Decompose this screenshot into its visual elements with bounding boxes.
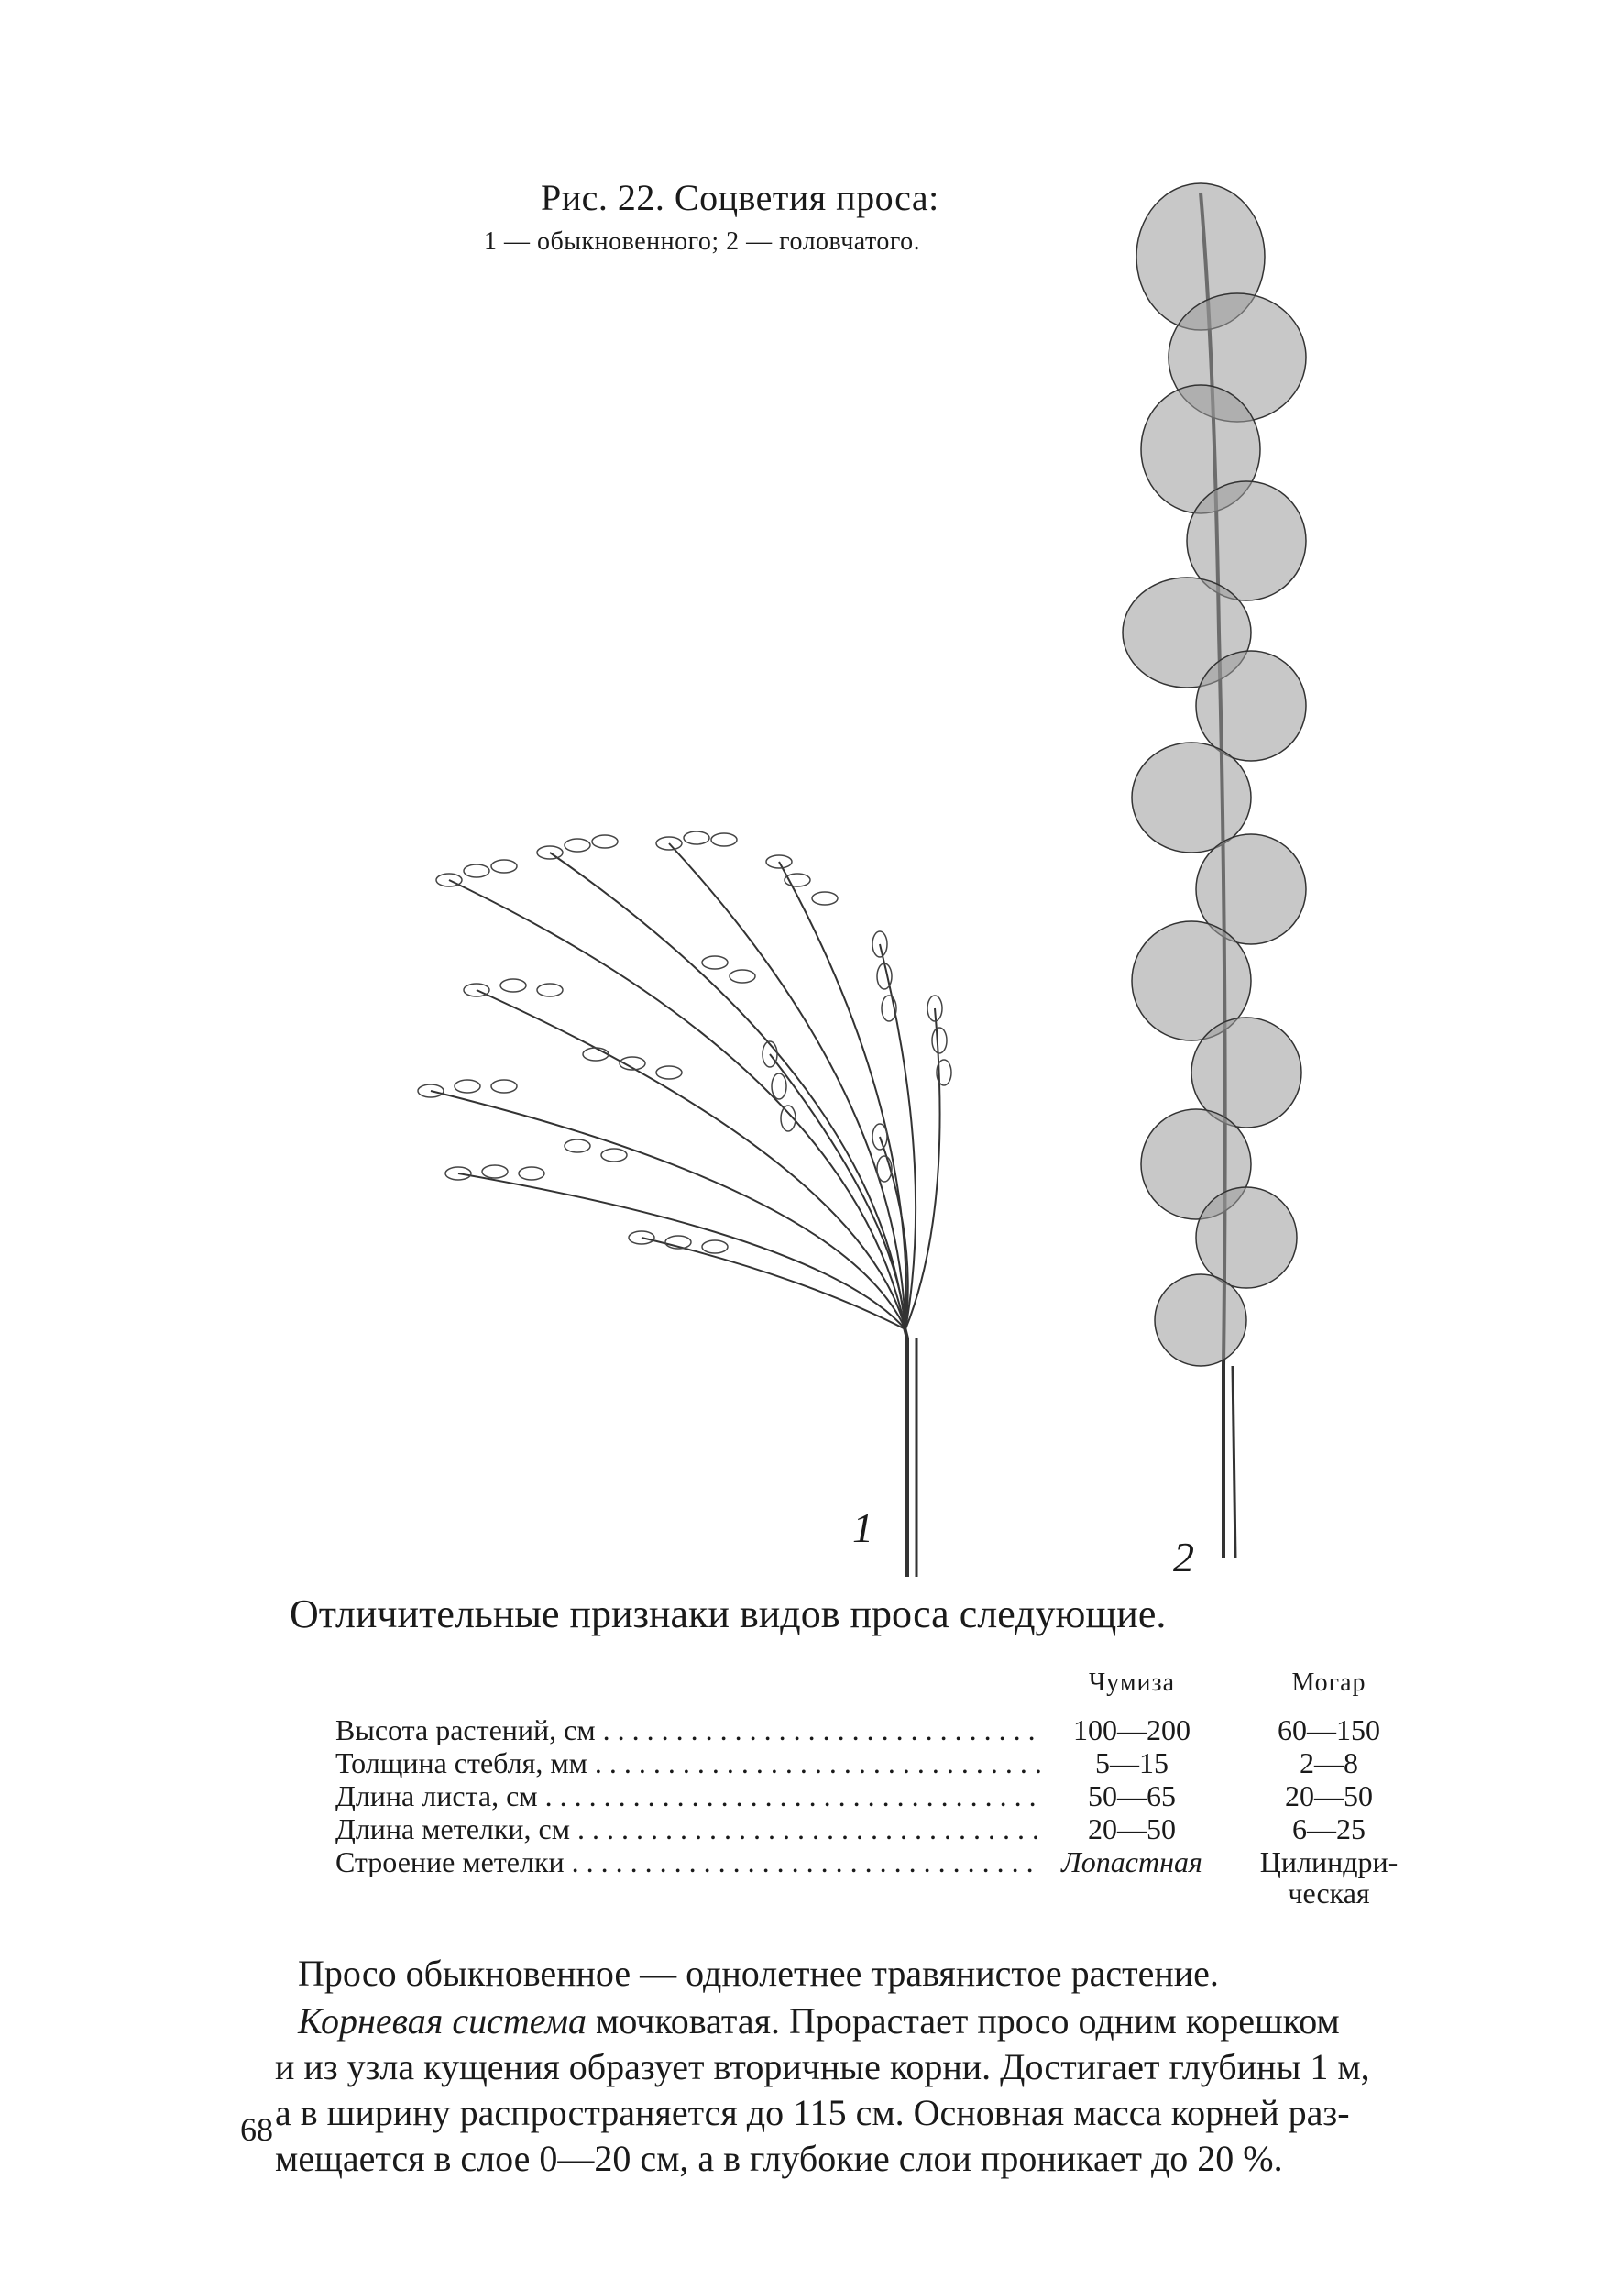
table-intro: Отличительные признаки видов проса следующие.: [290, 1591, 1167, 1636]
figure-caption-legend: 1 — обыкновенного; 2 — головчатого.: [484, 227, 921, 256]
paragraph-1: Просо обыкновенное — однолетнее травянистое растение.: [298, 1953, 1219, 1994]
paragraph-2-line-3: а в ширину распространяется до 115 см. Основная масса корней раз-: [275, 2092, 1350, 2133]
row-value-mogar: 60—150: [1278, 1713, 1380, 1746]
row-label: Строение метелки . . .: [335, 1846, 1041, 1877]
row-value-mogar: 20—50: [1285, 1779, 1373, 1812]
row-value-chumiza: 5—15: [1095, 1746, 1169, 1779]
figure-caption-title: Рис. 22. Соцветия проса:: [541, 177, 939, 218]
row-value-chumiza: 50—65: [1088, 1779, 1176, 1812]
figure-label-1: 1: [852, 1504, 873, 1551]
row-value-mogar: Цилиндри-: [1259, 1845, 1399, 1878]
row-value-mogar: 2—8: [1300, 1746, 1358, 1779]
row-label: Длина листа, см . . .: [335, 1780, 1041, 1811]
paragraph-2-line-2: и из узла кущения образует вторичные корни. Достигает глубины 1 м,: [275, 2046, 1370, 2087]
row-label: Высота растений, см . . .: [335, 1714, 1041, 1745]
page-number: 68: [240, 2111, 273, 2148]
row-value-chumiza: 20—50: [1088, 1812, 1176, 1845]
italic-term: Корневая система: [298, 2000, 587, 2042]
row-value-chumiza: 100—200: [1073, 1713, 1191, 1746]
capitate-millet-illustration: [1100, 174, 1356, 1577]
row-label: Толщина стебля, мм . . .: [335, 1747, 1041, 1778]
column-header-mogar: Могар: [1291, 1668, 1366, 1697]
paragraph-2-line-1: [298, 1998, 1526, 2044]
row-value-chumiza: Лопастная: [1061, 1845, 1202, 1878]
row-label: Длина метелки, см . . .: [335, 1813, 1041, 1844]
row-value-mogar-continued: ческая: [1288, 1877, 1370, 1910]
figure-label-2: 2: [1173, 1534, 1194, 1580]
line-text: мочковатая. Прорастает просо одним корешком: [587, 2000, 1340, 2042]
millet-panicle-illustration: [367, 779, 1026, 1586]
row-value-mogar: 6—25: [1292, 1812, 1366, 1845]
column-header-chumiza: Чумиза: [1088, 1668, 1176, 1697]
paragraph-2-line-4: мещается в слое 0—20 см, а в глубокие слои проникает до 20 %.: [275, 2138, 1283, 2179]
